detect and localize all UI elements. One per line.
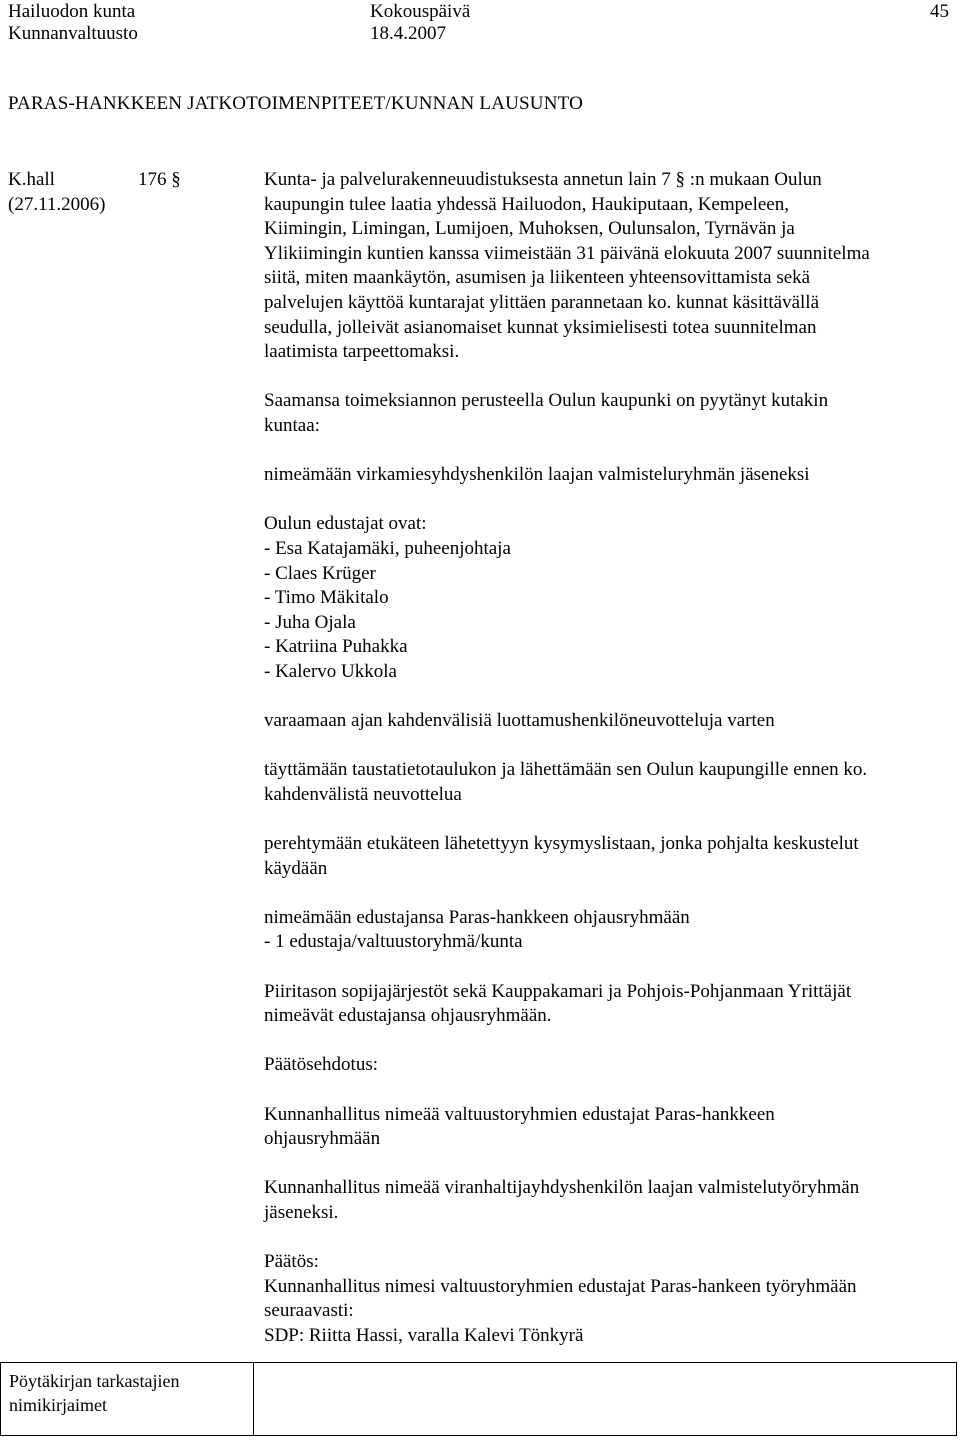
meeting-label: Kokouspäivä [370,1,471,22]
signature-label [9,1369,179,1417]
signature-label-line2: nimikirjaimet [9,1395,107,1415]
signature-label-line1: Pöytäkirjan tarkastajien [9,1371,180,1391]
paragraph-line: Kunnanhallitus nimeää viranhaltijayhdyshenkilön laajan valmistelutyöryhmän [264,1177,860,1199]
paragraph-line: seudulla, jolleivät asianomaiset kunnat yksimielisesti totea suunnitelman [264,316,817,338]
paragraph-line: Oulun edustajat ovat: [264,513,427,535]
paragraph-line: kahdenvälistä neuvottelua [264,783,462,805]
paragraph-line: käydään [264,857,328,879]
paragraph-line: Kunnanhallitus nimesi valtuustoryhmien edustajat Paras-hankeen työryhmään [264,1275,857,1297]
page-number: 45 [930,1,949,22]
paragraph [264,1103,956,1152]
paragraph-line: siitä, miten maankäytön, asumisen ja liikenteen yhteensovittamista sekä [264,267,811,289]
meeting-date: 18.4.2007 [370,23,446,44]
paragraph-line: täyttämään taustatietotaulukon ja lähettämään sen Oulun kaupungille ennen ko. [264,759,868,781]
paragraph [264,512,956,684]
paragraph [264,463,956,488]
section-sign: § [171,169,181,190]
paragraph-line: Piiritason sopijajärjestöt sekä Kauppakamari ja Pohjois-Pohjanmaan Yrittäjät [264,980,852,1002]
paragraph-line: Kiimingin, Limingan, Lumijoen, Muhoksen, Oulunsalon, Tyrnävän ja [264,218,795,240]
paragraph [264,758,956,807]
document-title: PARAS-HANKKEEN JATKOTOIMENPITEET/KUNNAN LAUSUNTO [8,93,584,114]
section-number-value: 176 [138,169,167,190]
paragraph-line: ohjausryhmään [264,1128,381,1150]
paragraph-line: Kunnanhallitus nimeää valtuustoryhmien edustajat Paras-hankkeen [264,1103,775,1125]
paragraph-line: perehtymään etukäteen lähetettyyn kysymyslistaan, jonka pohjalta keskustelut [264,833,859,855]
signature-box-divider [253,1363,254,1435]
paragraph-line: jäseneksi. [264,1201,339,1223]
ref-board: K.hall [8,169,55,190]
paragraph [264,1053,956,1078]
paragraph-line: SDP: Riitta Hassi, varalla Kalevi Tönkyrä [264,1324,584,1346]
paragraph [264,832,956,881]
paragraph [264,168,956,365]
paragraph [264,1250,956,1348]
ref-date: (27.11.2006) [8,194,106,215]
paragraph-line: Päätösehdotus: [264,1054,378,1076]
paragraph-line: laatimista tarpeettomaksi. [264,341,460,363]
signature-box [0,1362,957,1436]
paragraph-line: - Esa Katajamäki, puheenjohtaja [264,537,511,559]
paragraph-line: nimeämään edustajansa Paras-hankkeen ohjausryhmään [264,906,690,928]
paragraph-line: palvelujen käyttöä kuntarajat ylittäen parannetaan ko. kunnat käsittävällä [264,291,820,313]
paragraph-line: - Timo Mäkitalo [264,587,389,609]
paragraph-line: - Claes Krüger [264,562,376,584]
paragraph [264,1176,956,1225]
paragraph-line: nimeämään virkamiesyhdyshenkilön laajan valmisteluryhmän jäseneksi [264,464,810,486]
paragraph [264,980,956,1029]
section-number [138,168,181,192]
paragraph-line: Ylikiimingin kuntien kanssa viimeistään 31 päivänä elokuuta 2007 suunnitelma [264,242,870,264]
paragraph-line: nimeävät edustajansa ohjausryhmään. [264,1005,552,1027]
paragraph-line: varaamaan ajan kahdenvälisiä luottamushenkilöneuvotteluja varten [264,710,775,732]
paragraph [264,709,956,734]
paragraph-line: - Juha Ojala [264,611,356,633]
paragraph [264,906,956,955]
paragraph-line: kuntaa: [264,414,320,436]
paragraph-line: Kunta- ja palvelurakenneuudistuksesta annetun lain 7 § :n mukaan Oulun [264,169,822,190]
paragraph-line: - Katriina Puhakka [264,636,408,658]
section-body [264,168,956,1349]
paragraph [264,389,956,438]
paragraph-line: - Kalervo Ukkola [264,660,397,682]
governing-body: Kunnanvaltuusto [8,23,138,44]
paragraph-line: Saamansa toimeksiannon perusteella Oulun kaupunki on pyytänyt kutakin [264,390,829,412]
paragraph-line: kaupungin tulee laatia yhdessä Hailuodon, Haukiputaan, Kempeleen, [264,193,789,215]
municipality-name: Hailuodon kunta [8,1,136,22]
paragraph-line: - 1 edustaja/valtuustoryhmä/kunta [264,931,523,953]
paragraph-line: seuraavasti: [264,1300,354,1322]
paragraph-line: Päätös: [264,1251,319,1273]
